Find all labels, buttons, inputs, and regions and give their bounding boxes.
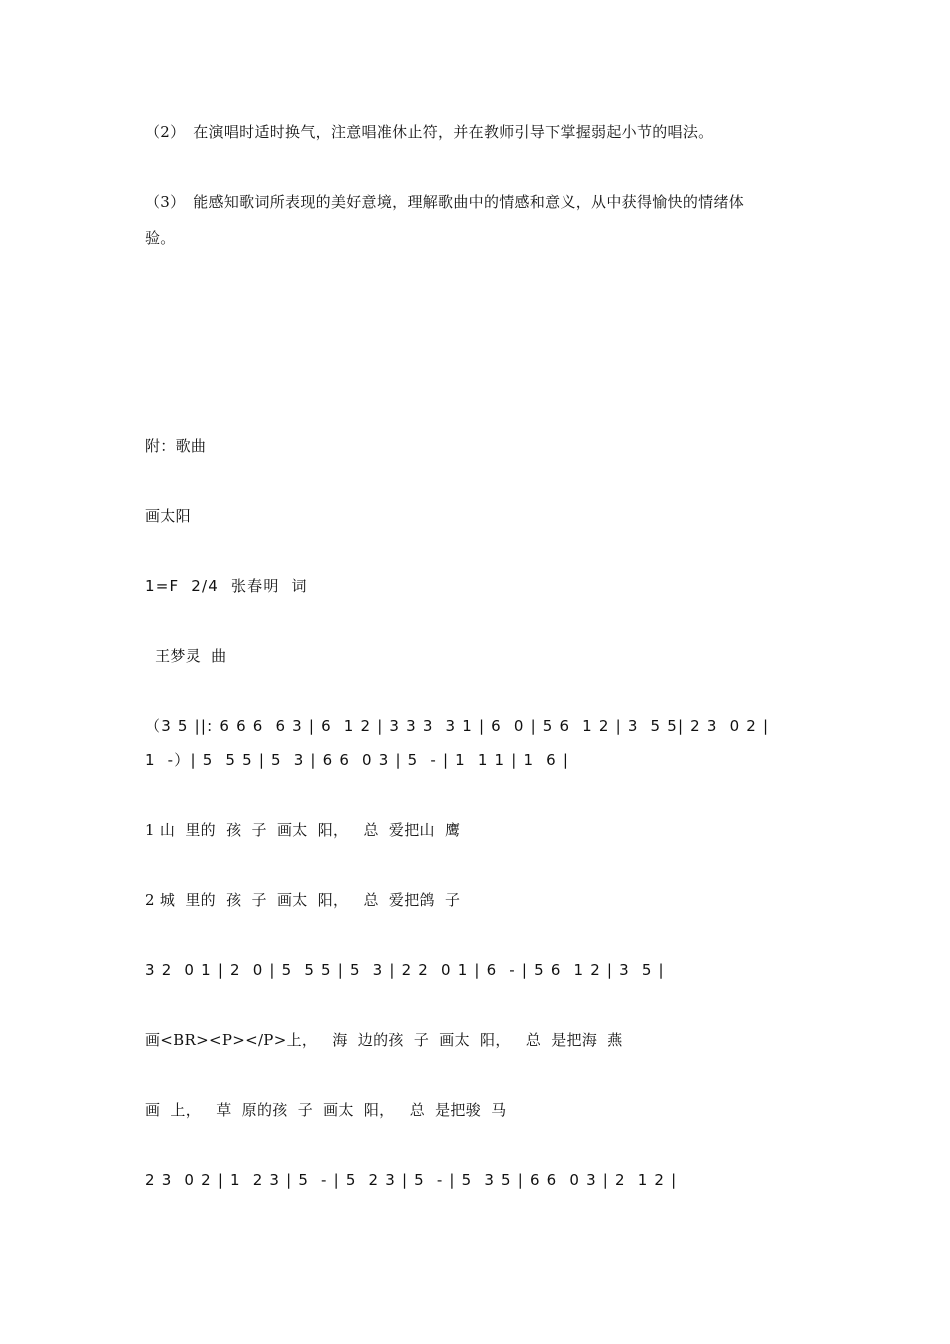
key-meter-lyricist: 1=F 2/4 张春明 词 <box>145 577 308 595</box>
lyric-verse-1-phrase-1: 1 山 里的 孩 子 画太 阳， 总 爱把山 鹰 <box>145 821 461 839</box>
notation-intro-line-1: （3 5 ||: 6 6 6 6 3 | 6 1 2 | 3 3 3 3 1 | 6 0 | 5 6 1 2 | 3 5 5| 2 3 0 2 | <box>145 717 770 735</box>
notation-phrase-2: 3 2 0 1 | 2 0 | 5 5 5 | 5 3 | 2 2 0 1 | 6 - | 5 6 1 2 | 3 5 | <box>145 961 665 979</box>
notation-intro-line-2: 1 -）| 5 5 5 | 5 3 | 6 6 0 3 | 5 - | 1 1 1 | 1 6 | <box>145 751 570 769</box>
song-title: 画太阳 <box>145 507 191 525</box>
objective-item-3-line-2: 验。 <box>145 229 176 247</box>
composer-credit: 王梦灵 曲 <box>145 647 227 665</box>
lyric-verse-2-phrase-1: 2 城 里的 孩 子 画太 阳， 总 爱把鸽 子 <box>145 891 461 909</box>
notation-phrase-3: 2 3 0 2 | 1 2 3 | 5 - | 5 2 3 | 5 - | 5 3 5 | 6 6 0 3 | 2 1 2 | <box>145 1171 678 1189</box>
lyric-verse-1-phrase-2: 画<BR><P></P>上， 海 边的孩 子 画太 阳， 总 是把海 燕 <box>145 1031 623 1049</box>
objective-item-3-line-1: （3） 能感知歌词所表现的美好意境，理解歌曲中的情感和意义，从中获得愉快的情绪体 <box>145 193 745 211</box>
lyric-verse-2-phrase-2: 画 上， 草 原的孩 子 画太 阳， 总 是把骏 马 <box>145 1101 507 1119</box>
appendix-heading: 附：歌曲 <box>145 437 207 455</box>
objective-item-2: （2） 在演唱时适时换气，注意唱准休止符，并在教师引导下掌握弱起小节的唱法。 <box>145 123 714 141</box>
